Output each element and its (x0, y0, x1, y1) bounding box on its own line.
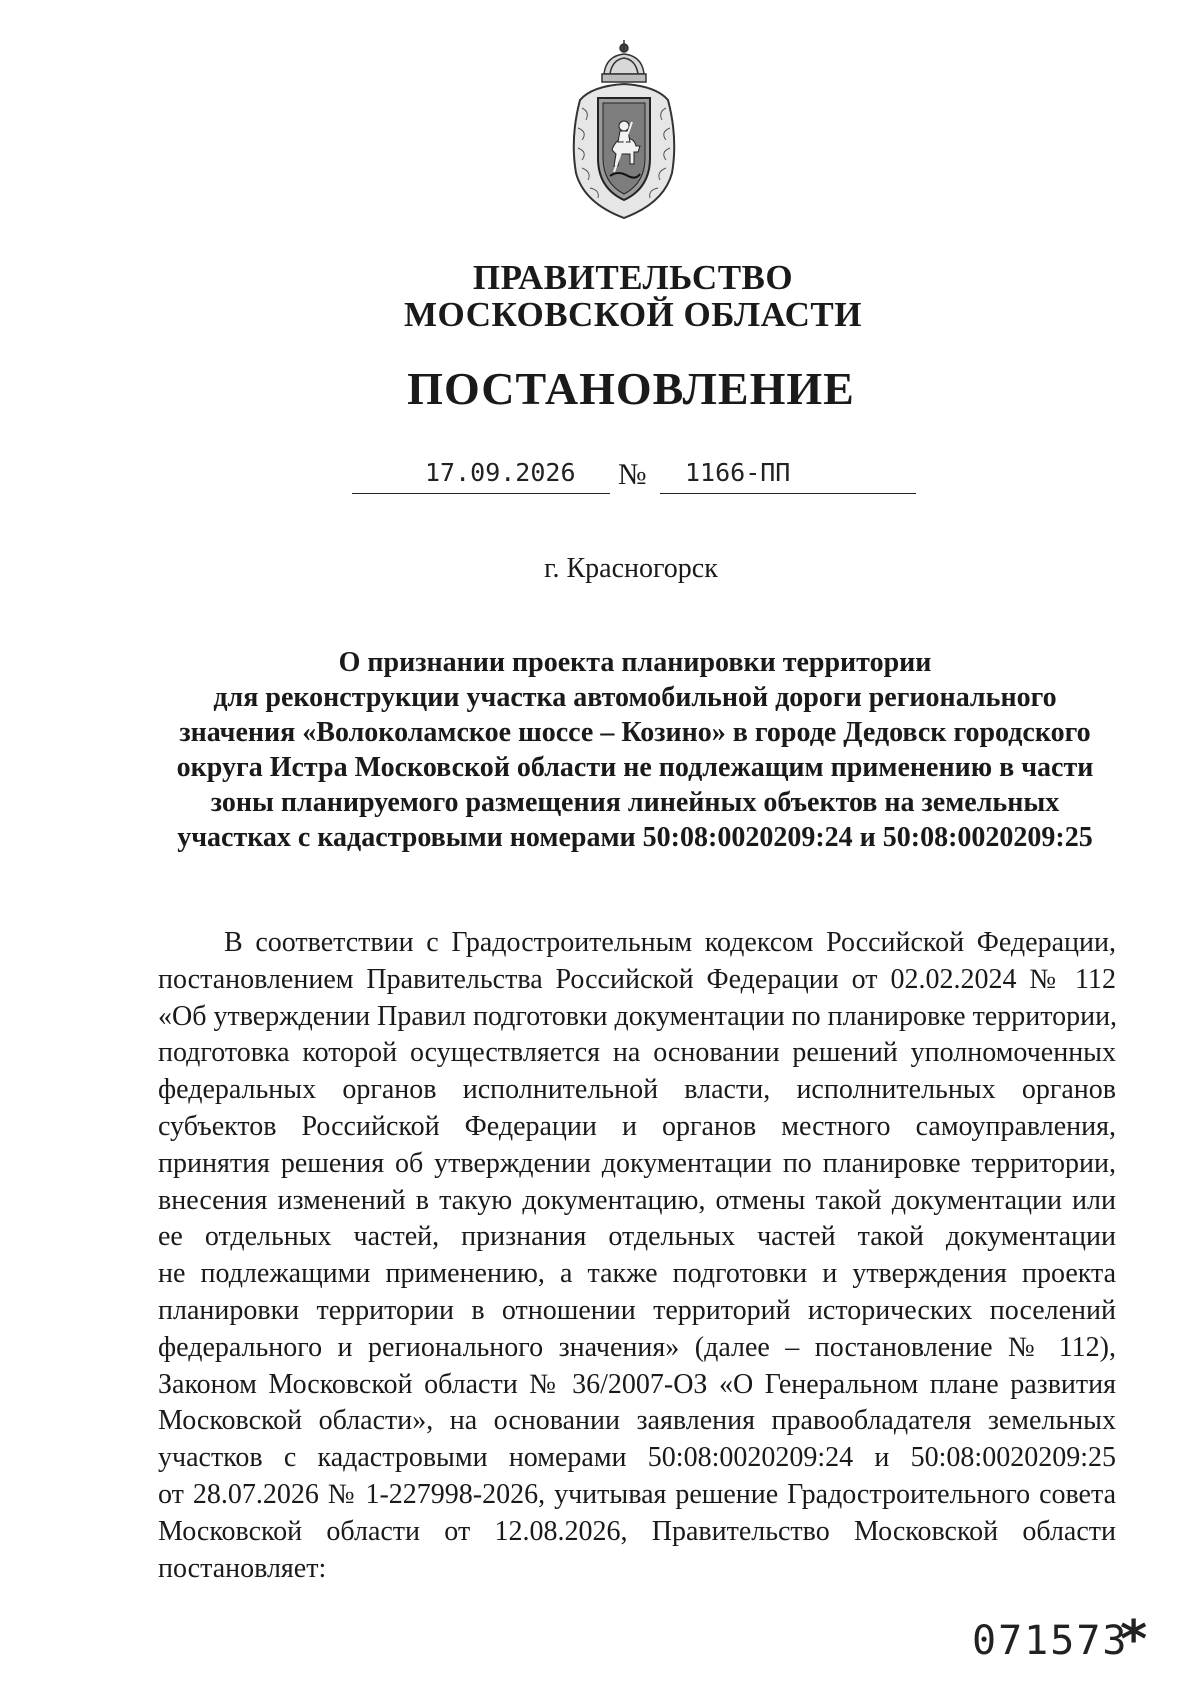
body-line: субъектов Российской Федерации и органов местного самоуправления, (158, 1110, 1116, 1142)
heading-line: участках с кадастровыми номерами 50:08:0020209:24 и 50:08:0020209:25 (177, 822, 1093, 853)
body-line: внесения изменений в такую документацию, отмены такой документации или (158, 1184, 1116, 1216)
body-line: подготовка которой осуществляется на основании решений уполномоченных (158, 1037, 1116, 1069)
body-line: постановляет: (158, 1552, 327, 1584)
body-line: от 28.07.2026 № 1-227998-2026, учитывая решение Градостроительного совета (158, 1478, 1116, 1510)
body-line: Московской области», на основании заявления правообладателя земельных (158, 1405, 1116, 1437)
heading-line: зоны планируемого размещения линейных объектов на земельных (210, 787, 1060, 818)
body-line: «Об утверждении Правил подготовки документации по планировке территории, (158, 1000, 1118, 1032)
body-line: Законом Московской области № 36/2007-ОЗ «О Генеральном плане развития (158, 1368, 1116, 1400)
body-line: не подлежащими применению, а также подготовки и утверждения проекта (158, 1258, 1116, 1290)
body-line: ее отдельных частей, признания отдельных частей такой документации (158, 1221, 1116, 1253)
body-line: Московской области от 12.08.2026, Правительство Московской области (158, 1515, 1116, 1547)
body-line: планировки территории в отношении территорий исторических поселений (158, 1294, 1116, 1326)
body-line: постановлением Правительства Российской Федерации от 02.02.2024 № 112 (158, 963, 1116, 995)
body-paragraph (158, 925, 1116, 1587)
city-name: г. Красногорск (544, 553, 718, 584)
government-title-line-1: ПРАВИТЕЛЬСТВО (472, 258, 794, 297)
number-sign: № (618, 458, 647, 491)
document-date: 17.09.2026 (425, 458, 576, 487)
body-line: федерального и регионального значения» (далее – постановление № 112), (158, 1331, 1116, 1363)
number-underline (660, 493, 916, 494)
coat-of-arms-emblem (560, 38, 688, 223)
heading-line: округа Истра Московской области не подлежащим применению в части (176, 752, 1094, 783)
body-line: федеральных органов исполнительной власти, исполнительных органов (158, 1074, 1116, 1106)
government-title-line-2: МОСКОВСКОЙ ОБЛАСТИ (404, 295, 862, 334)
asterisk-mark: * (1120, 1610, 1148, 1670)
body-line: участков с кадастровыми номерами 50:08:0020209:24 и 50:08:0020209:25 (158, 1442, 1116, 1474)
date-underline (352, 493, 610, 494)
document-type: ПОСТАНОВЛЕНИЕ (407, 363, 855, 414)
heading-line: О признании проекта планировки территории (338, 647, 932, 678)
body-line: принятия решения об утверждении документации по планировке территории, (158, 1147, 1116, 1179)
heading-line: для реконструкции участка автомобильной дороги регионального (213, 682, 1057, 713)
heading-line: значения «Волоколамское шоссе – Козино» в городе Дедовск городского (179, 717, 1091, 748)
serial-number: 071573 (972, 1618, 1129, 1664)
document-heading (150, 645, 1120, 855)
body-line: В соответствии с Градостроительным кодексом Российской Федерации, (224, 927, 1116, 958)
document-number: 1166-ПП (685, 458, 791, 487)
